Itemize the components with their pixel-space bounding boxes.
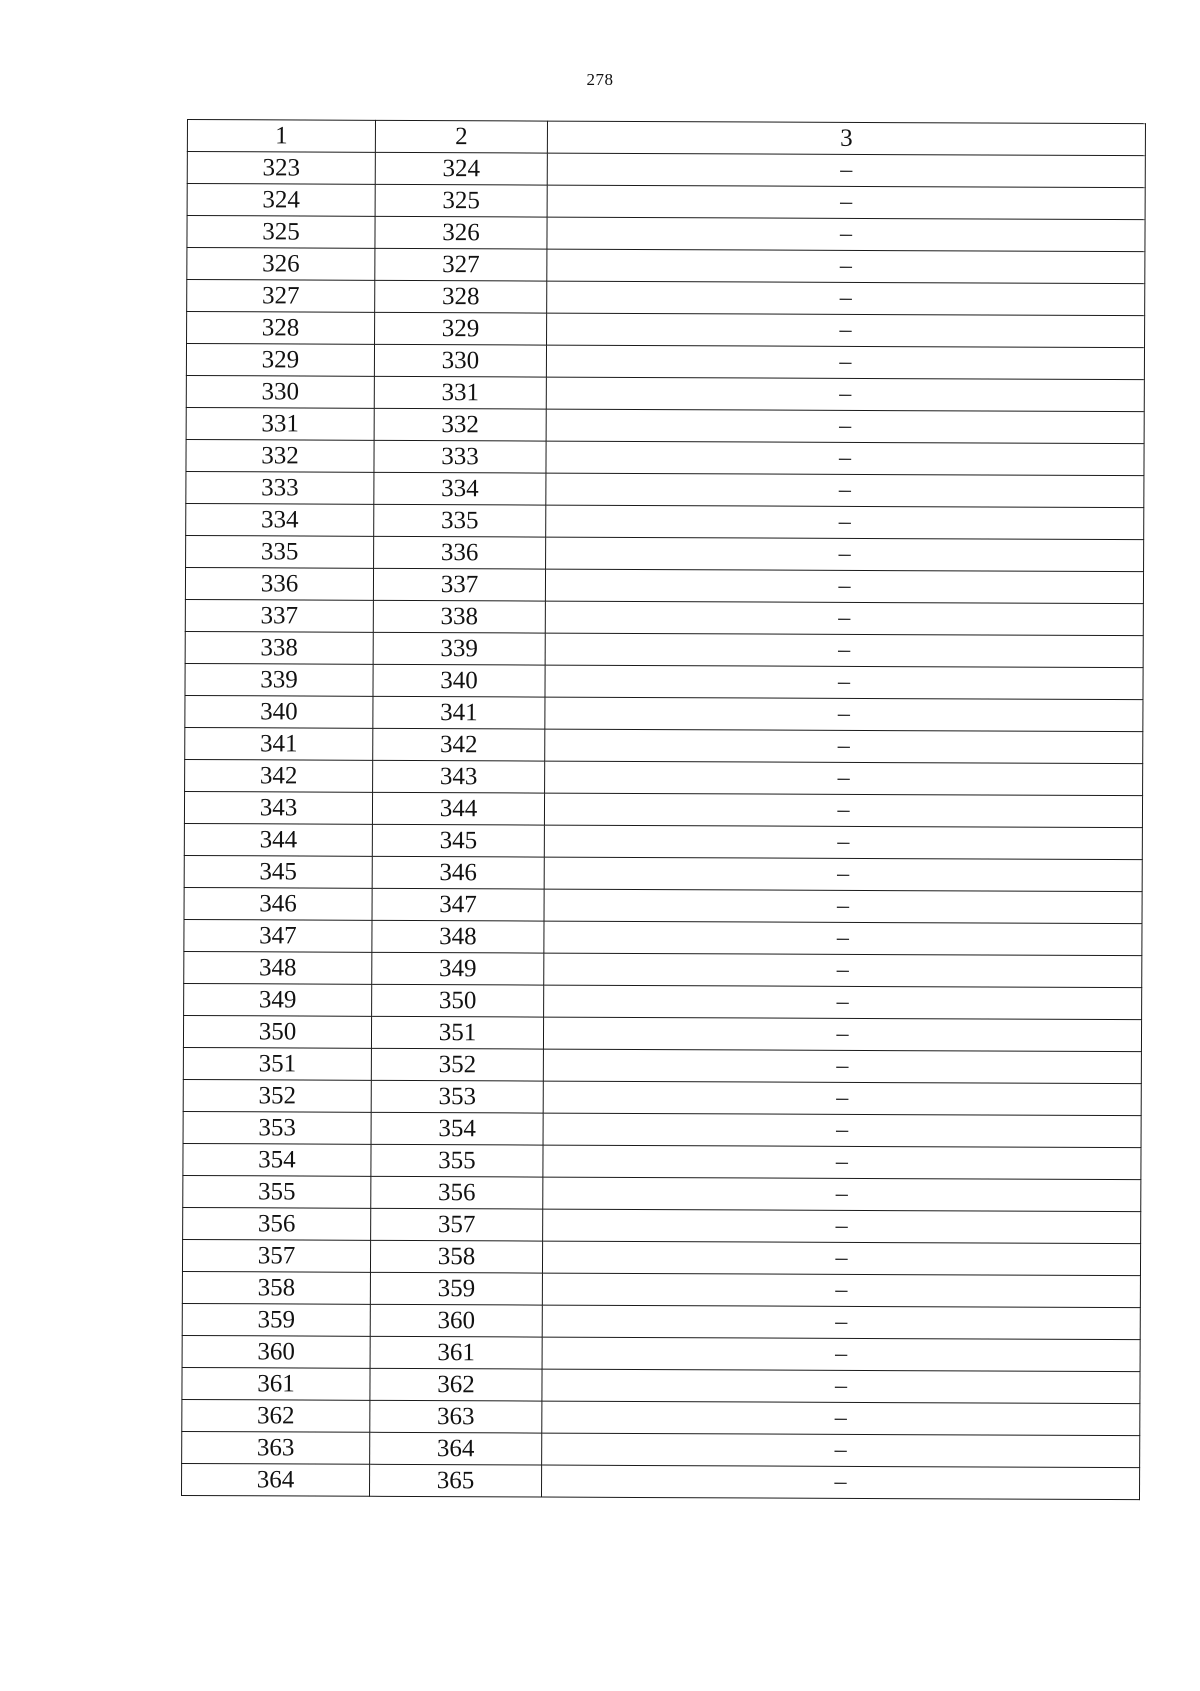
table-cell-col-2: 345 (372, 824, 544, 857)
table-cell-col-2: 337 (373, 568, 545, 601)
table-row (185, 695, 1143, 731)
table-cell-col-2: 328 (375, 280, 547, 313)
table-cell-col-1: 335 (186, 535, 374, 568)
table-cell-col-1: 351 (183, 1047, 371, 1080)
table-cell-col-3: – (542, 1401, 1140, 1436)
table-cell-col-1: 338 (185, 631, 373, 664)
table-cell-col-2: 358 (370, 1240, 542, 1273)
table-row (183, 1175, 1141, 1211)
table-cell-col-1: 358 (182, 1271, 370, 1304)
table-cell-col-3: – (546, 505, 1144, 540)
table-cell-col-1: 348 (184, 951, 372, 984)
table-cell-col-1: 346 (184, 887, 372, 920)
table-row (186, 407, 1144, 443)
table-cell-col-3: – (546, 377, 1144, 412)
table-cell-col-2: 346 (372, 856, 544, 889)
page-number: 278 (586, 70, 614, 89)
table-row (185, 631, 1143, 667)
table-cell-col-2: 350 (372, 984, 544, 1017)
table-row (186, 439, 1144, 475)
table-cell-col-3: – (542, 1273, 1140, 1308)
table-cell-col-1: 343 (184, 791, 372, 824)
table-cell-col-2: 364 (370, 1432, 542, 1465)
table-cell-col-3: – (542, 1337, 1140, 1372)
table-cell-col-2: 356 (371, 1176, 543, 1209)
table-row (183, 1047, 1141, 1083)
table-cell-col-3: – (544, 953, 1142, 988)
table-row (182, 1303, 1140, 1339)
table-row (186, 503, 1144, 539)
table-cell-col-1: 327 (187, 280, 375, 313)
table-row (183, 1015, 1141, 1051)
table-cell-col-1: 330 (186, 375, 374, 408)
table-row (182, 1239, 1140, 1275)
table-cell-col-2: 340 (373, 664, 545, 697)
table-row (183, 1143, 1141, 1179)
table-row (182, 1431, 1140, 1467)
table-row (182, 1335, 1140, 1371)
table-row (182, 1271, 1140, 1307)
table-cell-col-3: – (543, 1081, 1141, 1116)
table-row (186, 535, 1144, 571)
table-cell-col-3: – (545, 665, 1143, 700)
table-cell-col-3: – (545, 697, 1143, 732)
table-cell-col-2: 361 (370, 1336, 542, 1369)
table-row (184, 855, 1142, 891)
table-row (186, 344, 1144, 380)
table-cell-col-1: 328 (187, 312, 375, 345)
table-cell-col-3: – (542, 1433, 1140, 1468)
table-cell-col-3: – (542, 1369, 1140, 1404)
table-cell-col-2: 348 (372, 920, 544, 953)
table-cell-col-2: 324 (375, 152, 547, 185)
table-row (184, 791, 1142, 827)
column-header-2: 2 (375, 120, 547, 153)
table-cell-col-3: – (544, 985, 1142, 1020)
table-cell-col-3: – (542, 1305, 1140, 1340)
table-cell-col-3: – (546, 537, 1144, 572)
table-cell-col-3: – (545, 569, 1143, 604)
table-cell-col-2: 335 (374, 504, 546, 537)
table-cell-col-3: – (547, 153, 1145, 188)
table-cell-col-1: 362 (182, 1399, 370, 1432)
table-cell-col-1: 341 (185, 727, 373, 760)
table-cell-col-2: 359 (370, 1272, 542, 1305)
table-cell-col-1: 342 (185, 759, 373, 792)
table-cell-col-2: 330 (374, 344, 546, 377)
table-cell-col-1: 355 (183, 1175, 371, 1208)
table-cell-col-2: 333 (374, 440, 546, 473)
table-cell-col-2: 332 (374, 408, 546, 441)
table-cell-col-2: 349 (372, 952, 544, 985)
table-row (187, 312, 1145, 348)
table-cell-col-3: – (543, 1049, 1141, 1084)
table-cell-col-1: 345 (184, 855, 372, 888)
table-cell-col-3: – (545, 601, 1143, 636)
table-row (183, 1111, 1141, 1147)
table-cell-col-1: 339 (185, 663, 373, 696)
table-row (183, 1207, 1141, 1243)
table-cell-col-2: 339 (373, 632, 545, 665)
table-cell-col-3: – (542, 1241, 1140, 1276)
table-cell-col-1: 360 (182, 1335, 370, 1368)
table-cell-col-2: 331 (374, 376, 546, 409)
table-cell-col-3: – (546, 473, 1144, 508)
column-header-1: 1 (187, 120, 375, 153)
table-cell-col-1: 359 (182, 1303, 370, 1336)
table-cell-col-3: – (543, 1209, 1141, 1244)
table-cell-col-1: 325 (187, 216, 375, 249)
table-cell-col-1: 361 (182, 1367, 370, 1400)
table-cell-col-2: 327 (375, 248, 547, 281)
table-cell-col-1: 336 (185, 567, 373, 600)
table-cell-col-1: 350 (183, 1015, 371, 1048)
column-header-3: 3 (547, 121, 1145, 156)
table-cell-col-1: 344 (184, 823, 372, 856)
table-cell-col-2: 353 (371, 1080, 543, 1113)
table-row (185, 663, 1143, 699)
table-row (187, 184, 1145, 220)
table-row (187, 216, 1145, 252)
table-cell-col-1: 332 (186, 439, 374, 472)
table-cell-col-1: 349 (184, 983, 372, 1016)
table-cell-col-3: – (546, 409, 1144, 444)
table-cell-col-1: 333 (186, 471, 374, 504)
table-cell-col-3: – (547, 313, 1145, 348)
table-row (182, 1399, 1140, 1435)
table-row (184, 887, 1142, 923)
header-row (187, 120, 1145, 156)
table-cell-col-3: – (546, 345, 1144, 380)
table-cell-col-2: 344 (372, 792, 544, 825)
table-cell-col-1: 323 (187, 152, 375, 185)
table-container (181, 119, 1145, 1500)
table-cell-col-2: 363 (370, 1400, 542, 1433)
table-cell-col-2: 360 (370, 1304, 542, 1337)
table-cell-col-3: – (545, 633, 1143, 668)
table-cell-col-1: 340 (185, 695, 373, 728)
table-row (183, 1079, 1141, 1115)
table-cell-col-3: – (545, 729, 1143, 764)
table-cell-col-1: 352 (183, 1079, 371, 1112)
table-cell-col-2: 325 (375, 184, 547, 217)
table-cell-col-1: 364 (181, 1463, 369, 1496)
table-row (185, 599, 1143, 635)
table-cell-col-2: 362 (370, 1368, 542, 1401)
table-cell-col-3: – (543, 1017, 1141, 1052)
table-row (187, 248, 1145, 284)
table-row (186, 375, 1144, 411)
table-cell-col-3: – (544, 825, 1142, 860)
table-cell-col-1: 347 (184, 919, 372, 952)
table-cell-col-2: 338 (373, 600, 545, 633)
table-cell-col-3: – (543, 1145, 1141, 1180)
table-cell-col-2: 347 (372, 888, 544, 921)
table-row (181, 1463, 1139, 1499)
table-row (184, 951, 1142, 987)
table-cell-col-2: 326 (375, 216, 547, 249)
table-cell-col-1: 357 (182, 1239, 370, 1272)
table-cell-col-3: – (543, 1177, 1141, 1212)
table-cell-col-3: – (547, 249, 1145, 284)
table-row (185, 759, 1143, 795)
table-row (187, 152, 1145, 188)
table-cell-col-1: 331 (186, 407, 374, 440)
table-cell-col-3: – (541, 1465, 1139, 1500)
table-body (181, 120, 1145, 1500)
table-cell-col-2: 341 (373, 696, 545, 729)
table-cell-col-1: 356 (183, 1207, 371, 1240)
table-cell-col-3: – (543, 1113, 1141, 1148)
table-cell-col-3: – (544, 857, 1142, 892)
table-cell-col-2: 354 (371, 1112, 543, 1145)
table-cell-col-1: 354 (183, 1143, 371, 1176)
table-row (187, 280, 1145, 316)
table-cell-col-2: 355 (371, 1144, 543, 1177)
table-cell-col-3: – (545, 761, 1143, 796)
table-cell-col-2: 329 (375, 312, 547, 345)
table-cell-col-3: – (544, 889, 1142, 924)
table-cell-col-1: 329 (186, 344, 374, 377)
table-cell-col-1: 334 (186, 503, 374, 536)
table-cell-col-2: 342 (373, 728, 545, 761)
table-row (185, 727, 1143, 763)
table-row (184, 919, 1142, 955)
table-cell-col-1: 363 (182, 1431, 370, 1464)
table-row (184, 983, 1142, 1019)
table-cell-col-3: – (547, 217, 1145, 252)
table-cell-col-1: 326 (187, 248, 375, 281)
table-cell-col-3: – (544, 793, 1142, 828)
table-row (185, 567, 1143, 603)
data-table (181, 119, 1146, 1500)
table-cell-col-1: 353 (183, 1111, 371, 1144)
table-cell-col-3: – (547, 281, 1145, 316)
table-cell-col-3: – (547, 185, 1145, 220)
table-row (182, 1367, 1140, 1403)
table-cell-col-2: 357 (371, 1208, 543, 1241)
table-row (186, 471, 1144, 507)
table-cell-col-3: – (546, 441, 1144, 476)
table-row (184, 823, 1142, 859)
table-cell-col-3: – (544, 921, 1142, 956)
table-cell-col-2: 352 (371, 1048, 543, 1081)
table-cell-col-1: 337 (185, 599, 373, 632)
table-cell-col-2: 336 (374, 536, 546, 569)
table-cell-col-2: 343 (373, 760, 545, 793)
table-cell-col-2: 351 (371, 1016, 543, 1049)
table-cell-col-2: 365 (369, 1464, 541, 1497)
table-cell-col-2: 334 (374, 472, 546, 505)
table-cell-col-1: 324 (187, 184, 375, 217)
